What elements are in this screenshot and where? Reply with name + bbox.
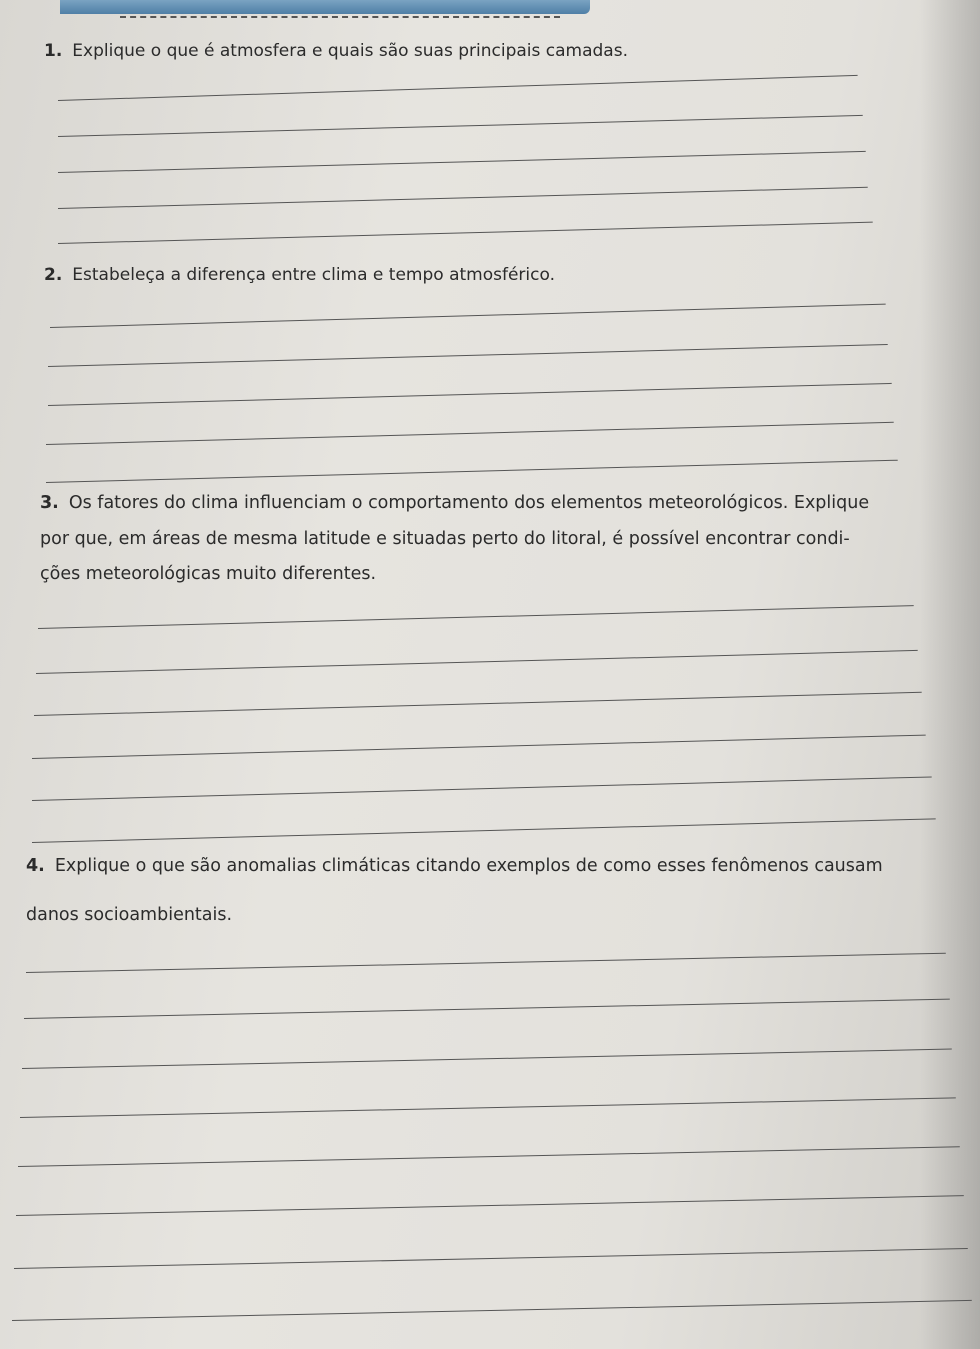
header-dashed-divider (120, 16, 560, 18)
answer-line[interactable] (58, 187, 868, 209)
answer-line[interactable] (14, 1248, 968, 1269)
answer-line[interactable] (38, 605, 914, 629)
answer-line[interactable] (12, 1300, 972, 1321)
answer-line[interactable] (34, 692, 922, 716)
question-3-number: 3. (40, 493, 59, 513)
question-3-line-1: 3. Os fatores do clima influenciam o comportamento dos elementos meteorológicos. Explique (40, 493, 870, 513)
answer-line[interactable] (26, 953, 946, 973)
answer-line[interactable] (58, 75, 858, 101)
answer-line[interactable] (58, 115, 863, 137)
answer-line[interactable] (20, 1097, 956, 1118)
question-4-line-2: danos socioambientais. (26, 905, 233, 925)
question-1-number: 1. (44, 41, 63, 61)
answer-line[interactable] (48, 383, 892, 406)
question-4-number: 4. (26, 856, 45, 876)
answer-line[interactable] (50, 304, 886, 328)
question-1 (44, 38, 628, 64)
answer-line[interactable] (58, 151, 866, 173)
answer-line[interactable] (16, 1195, 964, 1216)
answer-line[interactable] (36, 650, 918, 674)
header-banner (60, 0, 590, 14)
answer-line[interactable] (46, 460, 898, 483)
answer-line[interactable] (32, 776, 932, 801)
question-2 (44, 262, 555, 288)
question-1-text: Explique o que é atmosfera e quais são suas principais camadas. (72, 41, 628, 61)
answer-line[interactable] (32, 818, 936, 843)
answer-line[interactable] (22, 1049, 952, 1069)
question-2-text: Estabeleça a diferença entre clima e tempo atmosférico. (72, 265, 555, 285)
question-3-line-2: por que, em áreas de mesma latitude e situadas perto do litoral, é possível encontrar condi- (40, 529, 850, 549)
answer-line[interactable] (18, 1146, 960, 1167)
answer-line[interactable] (32, 735, 926, 759)
answer-line[interactable] (48, 344, 888, 367)
question-4-line-1: 4. Explique o que são anomalias climáticas citando exemplos de como esses fenômenos causam (26, 856, 883, 876)
answer-line[interactable] (58, 222, 873, 244)
question-3-line-3: ções meteorológicas muito diferentes. (40, 564, 377, 584)
answer-line[interactable] (46, 422, 894, 445)
question-2-number: 2. (44, 265, 63, 285)
answer-line[interactable] (24, 999, 950, 1019)
